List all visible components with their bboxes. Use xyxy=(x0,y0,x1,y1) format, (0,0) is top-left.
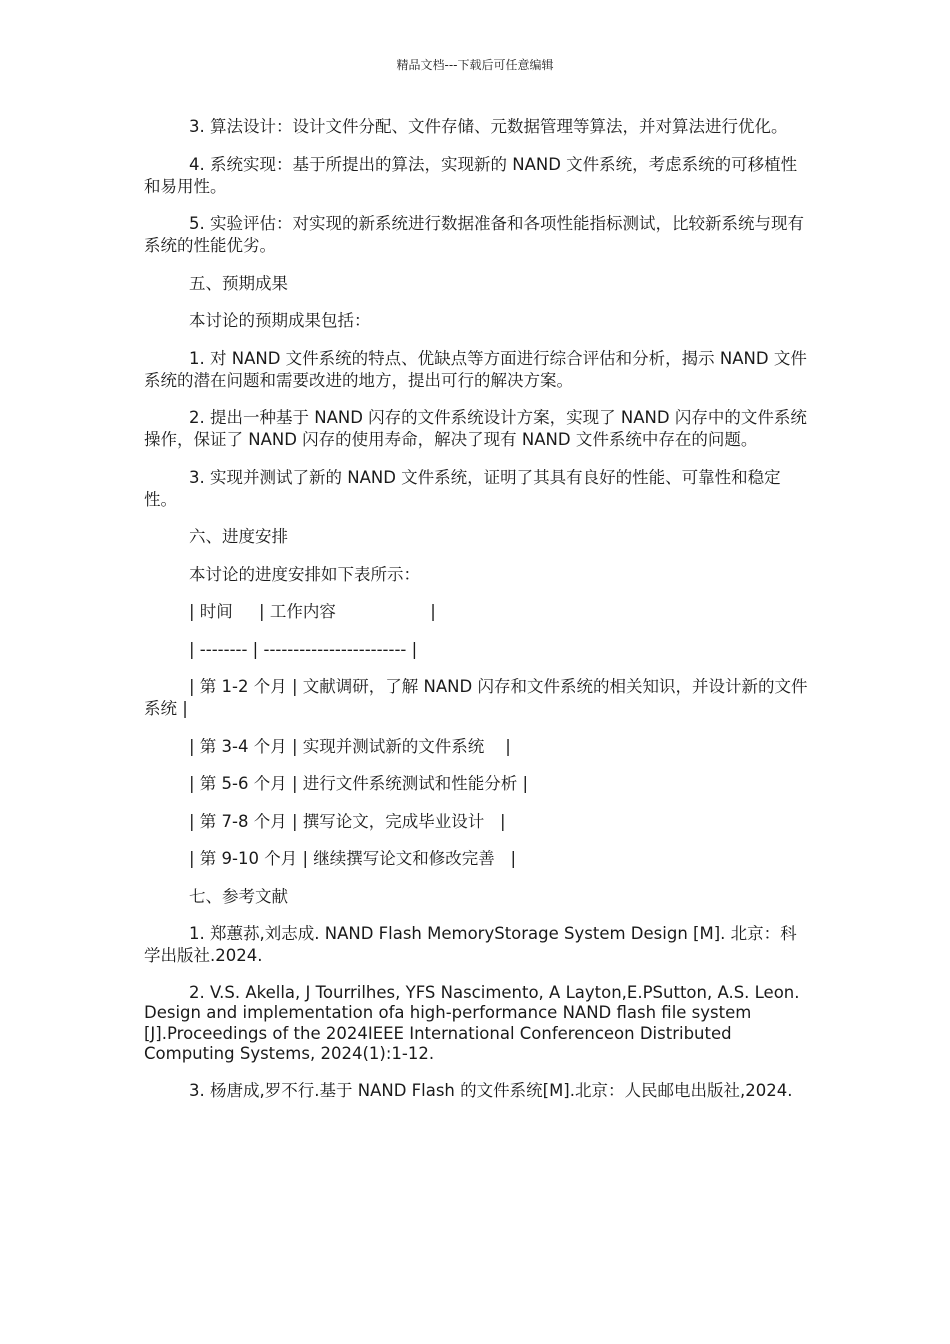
section-heading-references: 七、参考文献 xyxy=(189,886,288,906)
schedule-table-separator: | -------- | ------------------------ | xyxy=(189,639,418,659)
schedule-table-header: | 时间 | 工作内容 | xyxy=(189,602,436,621)
schedule-row: | 第 9-10 个月 | 继续撰写论文和修改完善 | xyxy=(189,849,517,868)
expected-results-intro: 本讨论的预期成果包括： xyxy=(189,311,371,330)
schedule-row: | 第 7-8 个月 | 撰写论文，完成毕业设计 | xyxy=(189,811,506,831)
document-body xyxy=(144,116,810,1118)
method-step-4: 4. 系统实现：基于所提出的算法，实现新的 NAND 文件系统，考虑系统的可移植性和易用性。 xyxy=(144,154,798,196)
reference-2: 2. V.S. Akella, J Tourrilhes, YFS Nascimento, A Layton,E.PSutton, A.S. Leon. Design and implementation ofa high-performance NAND flash file system [J].Proceedings of the 2024IEEE International Conferenceon Distributed Computing Systems, 2024(1):1-12. xyxy=(144,982,800,1063)
expected-result-2: 2. 提出一种基于 NAND 闪存的文件系统设计方案，实现了 NAND 闪存中的文件系统操作，保证了 NAND 闪存的使用寿命，解决了现有 NAND 文件系统中存在的问题。 xyxy=(144,408,807,449)
method-step-5: 5. 实验评估：对实现的新系统进行数据准备和各项性能指标测试，比较新系统与现有系统的性能优劣。 xyxy=(144,214,804,255)
expected-result-3: 3. 实现并测试了新的 NAND 文件系统，证明了其具有良好的性能、可靠性和稳定性。 xyxy=(144,467,781,509)
reference-1: 1. 郑蕙荪,刘志成. NAND Flash MemoryStorage System Design [M]. 北京：科学出版社.2024. xyxy=(144,924,797,965)
schedule-row: | 第 5-6 个月 | 进行文件系统测试和性能分析 | xyxy=(189,774,529,793)
method-step-3: 3. 算法设计：设计文件分配、文件存储、元数据管理等算法，并对算法进行优化。 xyxy=(189,117,788,136)
page-header: 精品文档---下载后可任意编辑 xyxy=(396,58,554,72)
schedule-row: | 第 1-2 个月 | 文献调研，了解 NAND 闪存和文件系统的相关知识，并设计新的文件系统 | xyxy=(144,677,808,718)
section-heading-schedule: 六、进度安排 xyxy=(189,527,288,546)
schedule-intro: 本讨论的进度安排如下表所示： xyxy=(189,564,420,584)
expected-result-1: 1. 对 NAND 文件系统的特点、优缺点等方面进行综合评估和分析，揭示 NAND 文件系统的潜在问题和需要改进的地方，提出可行的解决方案。 xyxy=(144,348,807,390)
section-heading-expected-results: 五、预期成果 xyxy=(189,273,288,293)
reference-3: 3. 杨唐成,罗不行.基于 NAND Flash 的文件系统[M].北京：人民邮电出版社,2024. xyxy=(189,1081,793,1100)
schedule-row: | 第 3-4 个月 | 实现并测试新的文件系统 | xyxy=(189,736,511,756)
